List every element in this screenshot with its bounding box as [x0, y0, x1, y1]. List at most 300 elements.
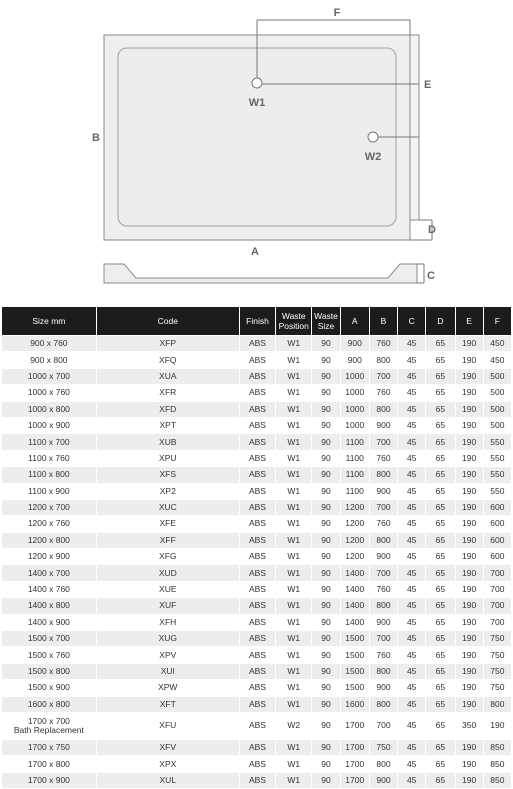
table-cell: 1200 x 900	[2, 549, 97, 565]
table-row	[2, 712, 512, 739]
table-cell: 850	[483, 772, 511, 788]
table-cell: 500	[483, 385, 511, 401]
table-cell: 800	[369, 598, 397, 614]
table-row	[2, 417, 512, 433]
table-cell: 1700	[340, 712, 369, 739]
table-cell: 700	[369, 565, 397, 581]
table-cell: 900	[369, 549, 397, 565]
table-cell: 90	[312, 499, 340, 515]
column-header: Waste Position	[276, 307, 312, 336]
table-cell: XFT	[96, 696, 239, 712]
table-cell: 1500 x 760	[2, 647, 97, 663]
specification-table	[1, 306, 512, 789]
table-cell: W1	[276, 336, 312, 352]
table-cell: XFU	[96, 712, 239, 739]
table-cell: 1100 x 700	[2, 434, 97, 450]
table-cell: 600	[483, 499, 511, 515]
table-cell: XFP	[96, 336, 239, 352]
table-cell: 1100 x 900	[2, 483, 97, 499]
table-cell: 65	[426, 434, 455, 450]
table-cell: 190	[455, 680, 483, 696]
table-row	[2, 467, 512, 483]
waste-w1-icon	[252, 78, 262, 88]
table-row	[2, 516, 512, 532]
table-cell: 190	[483, 712, 511, 739]
table-cell: 190	[455, 756, 483, 772]
table-cell: 190	[455, 663, 483, 679]
table-cell: 90	[312, 614, 340, 630]
table-cell: 760	[369, 516, 397, 532]
table-cell: ABS	[239, 467, 275, 483]
table-cell: 65	[426, 663, 455, 679]
label-b: B	[92, 132, 100, 144]
table-cell: 1700	[340, 772, 369, 788]
table-cell: 450	[483, 352, 511, 368]
label-d: D	[428, 224, 436, 236]
label-a: A	[251, 246, 259, 258]
table-cell: 1500	[340, 631, 369, 647]
table-row	[2, 647, 512, 663]
table-header-row	[2, 307, 512, 336]
table-cell: 900	[340, 336, 369, 352]
table-body	[2, 336, 512, 789]
table-row	[2, 565, 512, 581]
table-cell: ABS	[239, 499, 275, 515]
table-cell: 1400 x 700	[2, 565, 97, 581]
table-cell: 1100	[340, 483, 369, 499]
table-cell: XFG	[96, 549, 239, 565]
table-cell: 190	[455, 516, 483, 532]
table-cell: 700	[483, 614, 511, 630]
table-row	[2, 385, 512, 401]
table-cell: 1200 x 760	[2, 516, 97, 532]
table-cell: 90	[312, 385, 340, 401]
table-cell: ABS	[239, 434, 275, 450]
table-row	[2, 434, 512, 450]
table-row	[2, 532, 512, 548]
table-cell: W1	[276, 385, 312, 401]
table-cell: ABS	[239, 565, 275, 581]
table-cell: 1100	[340, 467, 369, 483]
table-row	[2, 631, 512, 647]
table-cell: 45	[398, 581, 426, 597]
table-cell: ABS	[239, 549, 275, 565]
table-cell: XFH	[96, 614, 239, 630]
table-cell: 65	[426, 696, 455, 712]
table-cell: 800	[369, 663, 397, 679]
table-cell: 90	[312, 434, 340, 450]
column-header: Finish	[239, 307, 275, 336]
table-cell: ABS	[239, 532, 275, 548]
table-cell: 90	[312, 739, 340, 755]
table-row	[2, 549, 512, 565]
table-row	[2, 696, 512, 712]
table-cell: 1400	[340, 614, 369, 630]
table-cell: 65	[426, 631, 455, 647]
table-cell: XPX	[96, 756, 239, 772]
table-cell: 1400 x 900	[2, 614, 97, 630]
table-cell: 190	[455, 483, 483, 499]
table-cell: 65	[426, 772, 455, 788]
table-cell: 900	[369, 483, 397, 499]
table-cell: XFQ	[96, 352, 239, 368]
table-cell: 800	[369, 756, 397, 772]
table-cell: 1700 x 900	[2, 772, 97, 788]
table-cell: 190	[455, 581, 483, 597]
table-cell: XFR	[96, 385, 239, 401]
cell-line: 1700 x 700	[27, 715, 70, 726]
table-row	[2, 581, 512, 597]
table-cell: 900 x 760	[2, 336, 97, 352]
table-cell: 190	[455, 499, 483, 515]
table-cell: 1500 x 900	[2, 680, 97, 696]
table-cell: XP2	[96, 483, 239, 499]
table-cell: 1400 x 800	[2, 598, 97, 614]
table-cell: 1100	[340, 450, 369, 466]
label-w2: W2	[364, 151, 382, 163]
table-cell: 45	[398, 663, 426, 679]
table-cell: 1000	[340, 417, 369, 433]
table-cell: XPT	[96, 417, 239, 433]
table-cell: W1	[276, 581, 312, 597]
table-cell: 1000	[340, 385, 369, 401]
table-cell: XUD	[96, 565, 239, 581]
table-cell: 800	[369, 467, 397, 483]
table-cell: 65	[426, 401, 455, 417]
column-header: Size mm	[2, 307, 97, 336]
table-cell: ABS	[239, 680, 275, 696]
table-cell: XFV	[96, 739, 239, 755]
table-cell	[2, 712, 97, 739]
cell-line: Bath Replacement	[13, 724, 84, 735]
table-cell: 90	[312, 756, 340, 772]
table-cell: 90	[312, 401, 340, 417]
table-cell: 90	[312, 368, 340, 384]
table-cell: 900	[369, 772, 397, 788]
table-cell: ABS	[239, 663, 275, 679]
table-row	[2, 450, 512, 466]
table-cell: ABS	[239, 368, 275, 384]
table-cell: 45	[398, 401, 426, 417]
column-header: D	[426, 307, 455, 336]
table-cell: 1500	[340, 680, 369, 696]
table-cell: 1500 x 700	[2, 631, 97, 647]
table-cell: W1	[276, 532, 312, 548]
table-cell: 1400	[340, 598, 369, 614]
table-cell: 90	[312, 680, 340, 696]
column-header: Waste Size	[312, 307, 340, 336]
table-row	[2, 336, 512, 352]
label-c: C	[427, 270, 435, 282]
table-cell: 900	[369, 614, 397, 630]
table-cell: 750	[483, 647, 511, 663]
table-cell: W1	[276, 663, 312, 679]
table-cell: 190	[455, 401, 483, 417]
column-header: C	[398, 307, 426, 336]
table-cell: 850	[483, 739, 511, 755]
table-cell: ABS	[239, 696, 275, 712]
table-cell: 90	[312, 581, 340, 597]
tray-profile	[104, 264, 417, 283]
table-cell: 65	[426, 516, 455, 532]
table-cell: 45	[398, 631, 426, 647]
table-cell: W1	[276, 483, 312, 499]
table-cell: 45	[398, 739, 426, 755]
table-cell: ABS	[239, 516, 275, 532]
table-cell: 45	[398, 647, 426, 663]
table-cell: W1	[276, 417, 312, 433]
table-cell: 90	[312, 417, 340, 433]
table-row	[2, 483, 512, 499]
table-cell: ABS	[239, 598, 275, 614]
table-cell: XFS	[96, 467, 239, 483]
column-header: A	[340, 307, 369, 336]
table-cell: W1	[276, 434, 312, 450]
table-cell: 700	[369, 434, 397, 450]
table-row	[2, 368, 512, 384]
table-cell: 190	[455, 352, 483, 368]
table-cell: XUL	[96, 772, 239, 788]
table-row	[2, 598, 512, 614]
table-row	[2, 772, 512, 788]
table-cell: 190	[455, 417, 483, 433]
shower-tray-diagram	[0, 0, 513, 300]
table-cell: 190	[455, 614, 483, 630]
table-cell: 190	[455, 598, 483, 614]
waste-w2-icon	[368, 132, 378, 142]
table-cell: 1600	[340, 696, 369, 712]
table-cell: 1400	[340, 581, 369, 597]
table-cell: 45	[398, 516, 426, 532]
table-row	[2, 739, 512, 755]
table-cell: ABS	[239, 336, 275, 352]
label-e: E	[424, 79, 432, 91]
table-cell: 700	[369, 499, 397, 515]
table-cell: 190	[455, 532, 483, 548]
table-cell: 90	[312, 772, 340, 788]
table-cell: 65	[426, 467, 455, 483]
table-cell: 90	[312, 516, 340, 532]
table-cell: ABS	[239, 631, 275, 647]
table-cell: 600	[483, 532, 511, 548]
table-cell: 90	[312, 450, 340, 466]
table-cell: 190	[455, 450, 483, 466]
table-cell: ABS	[239, 450, 275, 466]
table-cell: ABS	[239, 417, 275, 433]
table-cell: 190	[455, 772, 483, 788]
table-cell: 700	[369, 712, 397, 739]
table-cell: 65	[426, 352, 455, 368]
table-cell: 190	[455, 549, 483, 565]
table-cell: 600	[483, 549, 511, 565]
table-cell: 500	[483, 368, 511, 384]
table-cell: 190	[455, 368, 483, 384]
table-cell: 90	[312, 631, 340, 647]
table-row	[2, 352, 512, 368]
table-cell: 1000	[340, 368, 369, 384]
table-cell: 1200	[340, 516, 369, 532]
table-cell: XFE	[96, 516, 239, 532]
table-cell: 65	[426, 680, 455, 696]
table-cell: 45	[398, 483, 426, 499]
table-cell: 45	[398, 352, 426, 368]
table-cell: ABS	[239, 401, 275, 417]
table-cell: 190	[455, 434, 483, 450]
table-cell: XUE	[96, 581, 239, 597]
table-cell: W2	[276, 712, 312, 739]
table-cell: 45	[398, 499, 426, 515]
table-cell: 190	[455, 739, 483, 755]
table-cell: 90	[312, 352, 340, 368]
table-cell: 900	[369, 417, 397, 433]
table-cell: W1	[276, 772, 312, 788]
table-cell: 800	[369, 352, 397, 368]
table-cell: 760	[369, 581, 397, 597]
column-header: Code	[96, 307, 239, 336]
table-cell: 65	[426, 756, 455, 772]
tray-edge-right	[410, 35, 419, 220]
table-cell: 190	[455, 336, 483, 352]
table-cell: 90	[312, 712, 340, 739]
table-cell: ABS	[239, 483, 275, 499]
table-cell: 45	[398, 772, 426, 788]
table-cell: 550	[483, 467, 511, 483]
table-cell: 1700 x 750	[2, 739, 97, 755]
table-cell: 1100	[340, 434, 369, 450]
table-cell: 65	[426, 417, 455, 433]
table-cell: ABS	[239, 647, 275, 663]
table-cell: 900	[369, 680, 397, 696]
table-cell: 65	[426, 483, 455, 499]
table-cell: 45	[398, 756, 426, 772]
table-cell: W1	[276, 549, 312, 565]
table-cell: 1000 x 800	[2, 401, 97, 417]
table-cell: 45	[398, 434, 426, 450]
table-cell: 90	[312, 598, 340, 614]
table-cell: 760	[369, 385, 397, 401]
table-cell: 65	[426, 532, 455, 548]
table-cell: 65	[426, 450, 455, 466]
table-cell: 65	[426, 598, 455, 614]
table-cell: W1	[276, 647, 312, 663]
table-cell: 90	[312, 647, 340, 663]
table-cell: 45	[398, 336, 426, 352]
table-cell: 450	[483, 336, 511, 352]
table-cell: 850	[483, 756, 511, 772]
table-cell: 1200	[340, 549, 369, 565]
table-cell: 90	[312, 467, 340, 483]
table-cell: W1	[276, 499, 312, 515]
table-cell: XFF	[96, 532, 239, 548]
table-cell: XPV	[96, 647, 239, 663]
table-cell: 550	[483, 434, 511, 450]
table-cell: W1	[276, 401, 312, 417]
table-cell: 65	[426, 739, 455, 755]
table-cell: 45	[398, 614, 426, 630]
table-cell: 190	[455, 696, 483, 712]
table-row	[2, 756, 512, 772]
table-cell: 45	[398, 696, 426, 712]
table-cell: 90	[312, 532, 340, 548]
table-cell: 1000 x 760	[2, 385, 97, 401]
table-cell: XUF	[96, 598, 239, 614]
table-cell: 1000	[340, 401, 369, 417]
table-cell: 750	[483, 680, 511, 696]
table-cell: W1	[276, 368, 312, 384]
table-cell: 65	[426, 336, 455, 352]
table-cell: 700	[369, 368, 397, 384]
table-cell: 1500 x 800	[2, 663, 97, 679]
table-cell: 1200	[340, 499, 369, 515]
table-cell: 500	[483, 417, 511, 433]
table-cell: 65	[426, 368, 455, 384]
table-cell: 190	[455, 467, 483, 483]
table-cell: 550	[483, 483, 511, 499]
table-cell: ABS	[239, 614, 275, 630]
table-cell: 700	[369, 631, 397, 647]
table-cell: W1	[276, 614, 312, 630]
table-cell: 45	[398, 532, 426, 548]
table-cell: 1200 x 700	[2, 499, 97, 515]
table-cell: 65	[426, 647, 455, 663]
table-cell: 700	[483, 581, 511, 597]
table-cell: 190	[455, 631, 483, 647]
table-cell: 750	[483, 631, 511, 647]
table-row	[2, 680, 512, 696]
table-cell: 45	[398, 385, 426, 401]
table-row	[2, 499, 512, 515]
table-cell: ABS	[239, 385, 275, 401]
table-cell: XFD	[96, 401, 239, 417]
table-cell: W1	[276, 565, 312, 581]
table-cell: 90	[312, 336, 340, 352]
table-cell: 65	[426, 614, 455, 630]
table-cell: XPU	[96, 450, 239, 466]
table-cell: 45	[398, 467, 426, 483]
table-cell: 45	[398, 565, 426, 581]
table-cell: 65	[426, 549, 455, 565]
table-cell: 1700	[340, 756, 369, 772]
table-cell: 45	[398, 549, 426, 565]
column-header: E	[455, 307, 483, 336]
table-cell: 45	[398, 417, 426, 433]
table-cell: W1	[276, 516, 312, 532]
table-cell: 65	[426, 385, 455, 401]
table-cell: 90	[312, 549, 340, 565]
label-w1: W1	[248, 97, 266, 109]
table-cell: ABS	[239, 581, 275, 597]
table-cell: 45	[398, 368, 426, 384]
table-cell: 1600 x 800	[2, 696, 97, 712]
table-cell: ABS	[239, 739, 275, 755]
table-cell: 1000 x 900	[2, 417, 97, 433]
column-header: B	[369, 307, 397, 336]
table-cell: W1	[276, 450, 312, 466]
column-header: F	[483, 307, 511, 336]
table-row	[2, 401, 512, 417]
table-cell: 350	[455, 712, 483, 739]
table-cell: 65	[426, 565, 455, 581]
table-cell: 550	[483, 450, 511, 466]
table-cell: 700	[483, 598, 511, 614]
table-row	[2, 614, 512, 630]
table-cell: 1500	[340, 663, 369, 679]
table-cell: ABS	[239, 712, 275, 739]
table-cell: W1	[276, 739, 312, 755]
table-cell: 65	[426, 499, 455, 515]
table-cell: XUG	[96, 631, 239, 647]
table-cell: 90	[312, 565, 340, 581]
